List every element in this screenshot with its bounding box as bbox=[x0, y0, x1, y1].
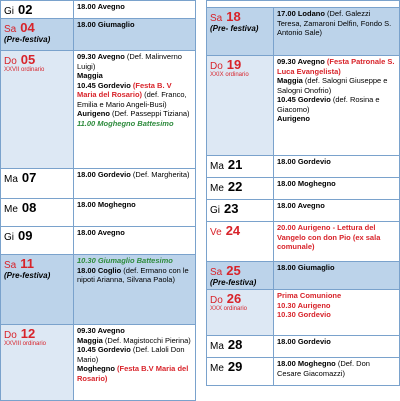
day-cell bbox=[1, 255, 74, 325]
day-row bbox=[1, 1, 196, 19]
event-time-place: Aurigeno bbox=[277, 114, 310, 123]
day-cell bbox=[1, 1, 74, 19]
day-cell bbox=[207, 290, 274, 336]
event-time-place: Aurigeno bbox=[77, 109, 110, 118]
day-line bbox=[210, 291, 270, 306]
event-time-place: Maggia bbox=[77, 335, 103, 345]
events-cell bbox=[274, 290, 400, 336]
event-line bbox=[277, 57, 396, 76]
day-number: 23 bbox=[224, 201, 239, 216]
day-number: 18 bbox=[226, 9, 241, 24]
day-name: Sa bbox=[210, 267, 223, 278]
event-feast: (Festa B.V Maria del Rosario) bbox=[77, 364, 189, 383]
day-number: 12 bbox=[20, 326, 36, 341]
day-cell bbox=[207, 222, 274, 262]
events-cell bbox=[274, 56, 400, 156]
events-cell bbox=[74, 1, 196, 19]
event-intention: (def. Rosina e Giacomo) bbox=[277, 95, 380, 114]
liturgical-week: XXX ordinario bbox=[210, 306, 248, 312]
event-line bbox=[277, 301, 396, 311]
event-line bbox=[77, 2, 192, 12]
event-intention: (def. Salogni Giuseppe e Salogni Onofrio) bbox=[277, 76, 388, 95]
events-cell bbox=[74, 255, 196, 325]
event-time-place: Moghegno bbox=[77, 364, 115, 373]
event-line bbox=[77, 200, 192, 210]
day-number: 22 bbox=[227, 179, 243, 194]
event-intention: (Def. Don Cesare Giacomazzi) bbox=[277, 359, 370, 378]
day-name: Do bbox=[210, 61, 223, 72]
top-border bbox=[206, 0, 400, 7]
right-column bbox=[206, 0, 400, 386]
pre-festive-label: (Pre-festiva) bbox=[210, 278, 257, 287]
day-row bbox=[1, 227, 196, 255]
pre-festive-label: (Pre- festiva) bbox=[210, 24, 259, 33]
event-line bbox=[77, 336, 192, 346]
event-line bbox=[277, 114, 396, 124]
event-time-place: 18.00 Gordevio bbox=[277, 337, 331, 346]
event-line bbox=[77, 170, 192, 180]
event-feast: (Festa B. V Maria del Rosario) bbox=[77, 80, 172, 99]
liturgical-week: XXVII ordinario bbox=[4, 67, 45, 73]
day-name: Sa bbox=[210, 13, 223, 24]
event-intention: (Def. Laloli Don Mario) bbox=[77, 345, 185, 364]
day-line bbox=[4, 228, 70, 243]
day-row bbox=[207, 222, 400, 262]
day-row bbox=[207, 156, 400, 178]
day-number: 08 bbox=[21, 200, 37, 215]
event-intention: (Def. Magistocchi Pierina) bbox=[102, 335, 191, 345]
day-number: 25 bbox=[226, 263, 241, 278]
event-time-place: 18.00 Giumaglio bbox=[77, 20, 135, 29]
day-number: 21 bbox=[227, 157, 243, 172]
day-cell bbox=[207, 156, 274, 178]
event-time-place: Prima Comunione bbox=[277, 291, 342, 300]
day-line bbox=[4, 256, 70, 271]
event-line bbox=[277, 76, 396, 95]
event-time-place: 20.00 Aurigeno - Lettura del Vangelo con don Pio (ex sala comunale) bbox=[277, 223, 381, 251]
day-row bbox=[1, 325, 196, 401]
event-line bbox=[277, 359, 396, 378]
day-cell bbox=[1, 19, 74, 51]
event-line bbox=[277, 95, 396, 114]
day-row bbox=[207, 56, 400, 156]
event-intention: (Def. Passeppi Tiziana) bbox=[109, 109, 190, 118]
events-cell bbox=[274, 358, 400, 386]
event-line bbox=[77, 364, 192, 383]
day-cell bbox=[207, 336, 274, 358]
event-time-place: 18.00 Avegno bbox=[277, 201, 325, 210]
day-line bbox=[4, 200, 70, 215]
event-intention: (Def. Galezzi Teresa, Zamaroni Delfin, Fondo S. Antonio Sale) bbox=[277, 9, 392, 37]
event-time-place: 10.30 Gordevio bbox=[277, 310, 331, 319]
event-line bbox=[277, 337, 396, 347]
event-line bbox=[77, 326, 192, 336]
day-name: Ve bbox=[210, 227, 222, 238]
event-time-place: Maggia bbox=[77, 71, 103, 80]
day-name: Me bbox=[4, 204, 18, 215]
day-number: 05 bbox=[20, 52, 36, 67]
event-time-place: 09.30 Avegno bbox=[277, 57, 325, 66]
day-line bbox=[4, 52, 70, 67]
event-line bbox=[77, 52, 192, 71]
day-line bbox=[210, 179, 270, 194]
day-name: Gi bbox=[4, 232, 14, 243]
day-row bbox=[1, 51, 196, 169]
event-line bbox=[77, 119, 192, 129]
day-line bbox=[210, 201, 270, 216]
day-cell bbox=[207, 8, 274, 56]
events-cell bbox=[274, 336, 400, 358]
schedule-table-left bbox=[0, 0, 196, 401]
event-line bbox=[277, 263, 396, 273]
day-row bbox=[207, 336, 400, 358]
day-row bbox=[207, 262, 400, 290]
event-line bbox=[277, 179, 396, 189]
event-time-place: 17.00 Lodano bbox=[277, 9, 325, 18]
event-time-place: 18.00 Gordevio bbox=[77, 170, 131, 179]
day-cell bbox=[1, 227, 74, 255]
event-time-place: 10.30 Aurigeno bbox=[277, 300, 331, 310]
events-cell bbox=[274, 8, 400, 56]
events-cell bbox=[74, 227, 196, 255]
event-line bbox=[77, 81, 192, 110]
event-intention: (Def. Margherita) bbox=[130, 170, 190, 179]
day-cell bbox=[1, 325, 74, 401]
event-time-place: 10.30 Giumaglio Battesimo bbox=[77, 256, 173, 265]
events-cell bbox=[274, 222, 400, 262]
events-cell bbox=[274, 156, 400, 178]
event-time-place: 18.00 Gordevio bbox=[277, 157, 331, 166]
day-number: 09 bbox=[18, 228, 33, 243]
day-row bbox=[207, 358, 400, 386]
day-row bbox=[1, 255, 196, 325]
day-line bbox=[210, 359, 270, 374]
events-cell bbox=[74, 19, 196, 51]
day-line bbox=[4, 170, 70, 185]
day-line bbox=[4, 20, 70, 35]
day-row bbox=[1, 19, 196, 51]
day-name: Gi bbox=[210, 205, 220, 216]
event-time-place: 18.00 Moghegno bbox=[77, 200, 136, 209]
day-row bbox=[207, 200, 400, 222]
day-name: Gi bbox=[4, 6, 14, 17]
day-cell bbox=[1, 199, 74, 227]
pre-festive-label: (Pre-festiva) bbox=[4, 35, 51, 44]
day-cell bbox=[1, 169, 74, 199]
event-time-place: 09.30 Avegno bbox=[77, 326, 125, 335]
day-number: 29 bbox=[227, 359, 243, 374]
day-name: Sa bbox=[4, 24, 17, 35]
day-cell bbox=[207, 56, 274, 156]
event-time-place: 18.00 Moghegno bbox=[277, 179, 336, 188]
schedule-table-right bbox=[206, 7, 400, 386]
day-line bbox=[210, 223, 270, 238]
day-line bbox=[4, 326, 70, 341]
events-cell bbox=[74, 51, 196, 169]
day-cell bbox=[1, 51, 74, 169]
event-time-place: 18.00 Moghegno bbox=[277, 359, 336, 368]
event-intention: (def. Ermano con le nipoti Arianna, Silvana Paola) bbox=[77, 265, 189, 284]
day-line bbox=[4, 2, 70, 17]
event-time-place: 18.00 Giumaglio bbox=[277, 263, 335, 272]
event-line bbox=[277, 9, 396, 38]
event-intention: (def. Franco, Emilia e Mario Angeli-Busi) bbox=[77, 90, 187, 109]
event-time-place: 18.00 Coglio bbox=[77, 265, 122, 275]
liturgical-week: XXIX ordinario bbox=[210, 72, 249, 78]
event-time-place: 10.45 Gordevio bbox=[77, 80, 131, 90]
day-row bbox=[207, 290, 400, 336]
event-line bbox=[77, 109, 192, 119]
day-name: Do bbox=[4, 330, 17, 341]
events-cell bbox=[274, 200, 400, 222]
event-time-place: 09.30 Avegno bbox=[77, 52, 125, 61]
day-line bbox=[210, 9, 270, 24]
event-line bbox=[277, 310, 396, 320]
day-cell bbox=[207, 358, 274, 386]
day-name: Ma bbox=[4, 174, 18, 185]
event-time-place: 10.45 Gordevio bbox=[277, 95, 331, 104]
event-line bbox=[77, 345, 192, 364]
events-cell bbox=[74, 325, 196, 401]
event-time-place: 18.00 Avegno bbox=[77, 228, 125, 237]
day-cell bbox=[207, 178, 274, 200]
day-number: 26 bbox=[226, 291, 242, 306]
day-number: 24 bbox=[225, 223, 241, 238]
event-time-place: Maggia bbox=[277, 76, 303, 85]
events-cell bbox=[74, 199, 196, 227]
event-line bbox=[277, 291, 396, 301]
event-line bbox=[277, 201, 396, 211]
events-cell bbox=[74, 169, 196, 199]
day-name: Ma bbox=[210, 161, 224, 172]
day-number: 02 bbox=[18, 2, 33, 17]
events-cell bbox=[274, 262, 400, 290]
event-line bbox=[77, 20, 192, 30]
event-line bbox=[77, 71, 192, 81]
event-line bbox=[277, 157, 396, 167]
day-name: Ma bbox=[210, 341, 224, 352]
day-row bbox=[207, 178, 400, 200]
day-number: 04 bbox=[20, 20, 35, 35]
day-row bbox=[1, 199, 196, 227]
day-name: Sa bbox=[4, 260, 17, 271]
day-name: Me bbox=[210, 363, 224, 374]
day-cell bbox=[207, 200, 274, 222]
day-name: Do bbox=[4, 56, 17, 67]
day-row bbox=[207, 8, 400, 56]
day-number: 28 bbox=[227, 337, 243, 352]
event-line bbox=[77, 228, 192, 238]
day-number: 07 bbox=[21, 170, 37, 185]
liturgical-week: XXVIII ordinario bbox=[4, 341, 47, 347]
day-number: 11 bbox=[20, 256, 34, 271]
left-column bbox=[0, 0, 196, 401]
day-name: Do bbox=[210, 295, 223, 306]
event-line bbox=[77, 266, 192, 285]
events-cell bbox=[274, 178, 400, 200]
day-number: 19 bbox=[226, 57, 242, 72]
day-cell bbox=[207, 262, 274, 290]
day-line bbox=[210, 337, 270, 352]
day-name: Me bbox=[210, 183, 224, 194]
event-line bbox=[77, 256, 192, 266]
day-line bbox=[210, 57, 270, 72]
event-time-place: 11.00 Moghegno Battesimo bbox=[77, 118, 174, 128]
event-line bbox=[277, 223, 396, 252]
event-time-place: 18.00 Avegno bbox=[77, 2, 125, 11]
day-row bbox=[1, 169, 196, 199]
day-line bbox=[210, 157, 270, 172]
event-time-place: 10.45 Gordevio bbox=[77, 345, 131, 354]
day-line bbox=[210, 263, 270, 278]
event-intention: (Def. Malinverno Luigi) bbox=[77, 52, 182, 71]
pre-festive-label: (Pre-festiva) bbox=[4, 271, 51, 280]
event-feast: (Festa Patronale S. Luca Evangelista) bbox=[277, 57, 395, 76]
